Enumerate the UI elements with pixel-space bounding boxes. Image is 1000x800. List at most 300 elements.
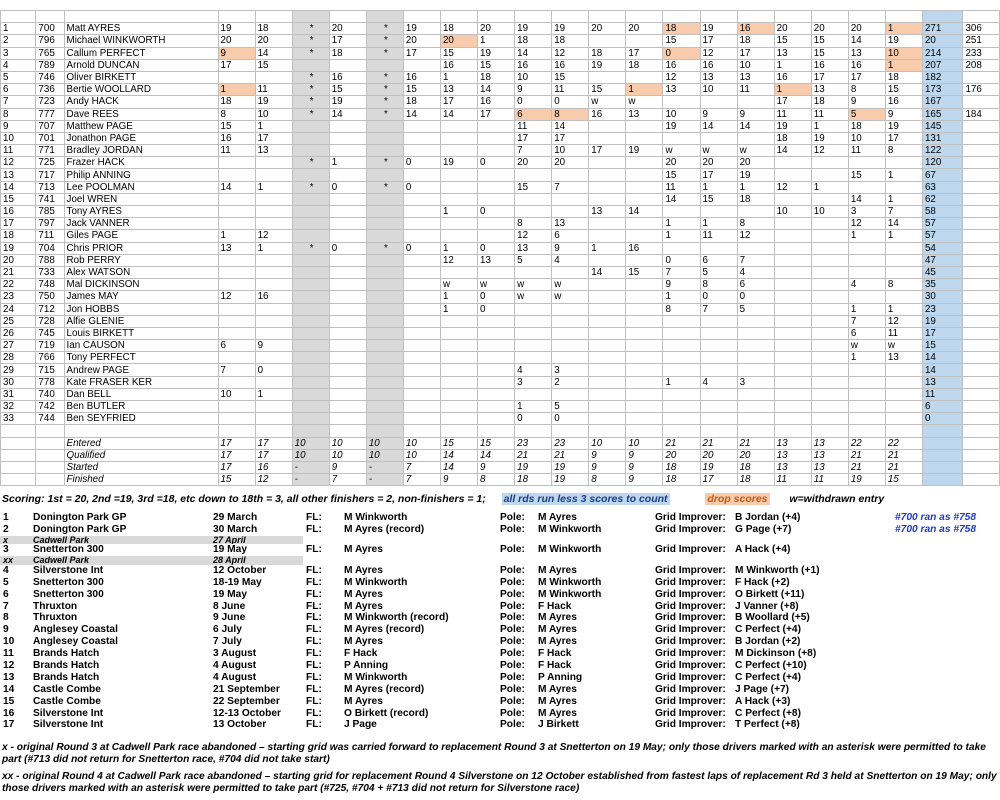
round-score-cell: 12 [848, 218, 885, 230]
round-score-cell: 13 [255, 145, 292, 157]
net-points-cell [922, 461, 963, 473]
round-score-cell [218, 279, 255, 291]
round-score-cell [811, 254, 848, 266]
car-number-cell: 707 [36, 120, 64, 132]
round-score-cell [811, 230, 848, 242]
gross-points-cell [963, 230, 1000, 242]
round-score-cell [811, 413, 848, 425]
position-cell [1, 437, 36, 449]
race-date: 19 May [213, 588, 247, 600]
round-score-cell: 18 [737, 193, 774, 205]
round-score-cell: 1 [885, 59, 922, 71]
round-score-cell [366, 230, 403, 242]
round-score-cell: 21 [700, 437, 737, 449]
position-cell: 22 [1, 279, 36, 291]
round-score-cell: 14 [774, 145, 811, 157]
position-cell: 30 [1, 376, 36, 388]
race-number: xx [0, 556, 30, 565]
round-score-cell [292, 315, 329, 327]
race-date: 22 September [213, 695, 280, 707]
round-score-cell [255, 11, 292, 23]
car-number-cell: 712 [36, 303, 64, 315]
round-score-cell [626, 120, 663, 132]
round-score-cell [663, 352, 700, 364]
round-score-cell [774, 242, 811, 254]
race-row [0, 544, 1000, 556]
gross-points-cell: 233 [963, 47, 1000, 59]
gross-points-cell [963, 120, 1000, 132]
round-score-cell: 18 [329, 47, 366, 59]
net-points-cell: 30 [922, 291, 963, 303]
empty-cell [732, 556, 892, 565]
round-score-cell [366, 376, 403, 388]
round-score-cell [885, 254, 922, 266]
race-note [892, 565, 1000, 577]
round-score-cell [515, 303, 552, 315]
round-score-cell: 19 [589, 59, 626, 71]
round-score-cell: w [700, 145, 737, 157]
round-score-cell [626, 71, 663, 83]
round-score-cell: 21 [885, 449, 922, 461]
position-cell: 26 [1, 327, 36, 339]
round-score-cell [440, 132, 477, 144]
round-score-cell [403, 279, 440, 291]
cancelled-race-row [0, 556, 1000, 565]
race-note [892, 648, 1000, 660]
position-cell: 3 [1, 47, 36, 59]
round-score-cell [366, 145, 403, 157]
net-points-cell: 182 [922, 71, 963, 83]
round-score-cell: 13 [811, 461, 848, 473]
fastest-lap-label: FL: [306, 683, 322, 695]
round-score-cell [885, 364, 922, 376]
race-row [0, 672, 1000, 684]
round-score-cell [589, 413, 626, 425]
net-points-cell: 17 [922, 327, 963, 339]
round-score-cell [329, 218, 366, 230]
race-row [0, 719, 1000, 731]
race-note [892, 600, 1000, 612]
round-score-cell: 14 [848, 193, 885, 205]
gross-points-cell [963, 266, 1000, 278]
round-score-cell [737, 413, 774, 425]
round-score-cell: * [366, 157, 403, 169]
round-score-cell [403, 59, 440, 71]
empty-cell [892, 536, 1000, 545]
round-score-cell: 1 [885, 169, 922, 181]
position-cell: 21 [1, 266, 36, 278]
round-score-cell: - [292, 461, 329, 473]
round-score-cell [440, 230, 477, 242]
gross-points-cell [963, 71, 1000, 83]
fastest-lap-label: FL: [306, 612, 322, 624]
round-score-cell: 18 [663, 461, 700, 473]
round-score-cell [737, 96, 774, 108]
round-score-cell [478, 266, 515, 278]
round-score-cell [848, 364, 885, 376]
car-number-cell: 744 [36, 413, 64, 425]
position-cell: 10 [1, 132, 36, 144]
round-score-cell [626, 35, 663, 47]
round-score-cell: 1 [811, 181, 848, 193]
round-score-cell: 1 [329, 157, 366, 169]
round-score-cell [329, 169, 366, 181]
round-score-cell: 0 [700, 291, 737, 303]
race-venue: Cadwell Park [30, 556, 210, 565]
round-score-cell: 20 [478, 23, 515, 35]
round-score-cell [292, 132, 329, 144]
round-score-cell [403, 120, 440, 132]
fastest-lap-label: FL: [306, 512, 322, 524]
round-score-cell: 16 [218, 132, 255, 144]
standings-row [1, 35, 1000, 47]
round-score-cell: * [366, 181, 403, 193]
standings-row [1, 291, 1000, 303]
round-score-cell [440, 193, 477, 205]
round-score-cell [663, 132, 700, 144]
round-score-cell [811, 157, 848, 169]
pole-label: Pole: [500, 512, 525, 524]
round-score-cell [329, 254, 366, 266]
round-score-cell: 7 [218, 364, 255, 376]
position-cell [1, 449, 36, 461]
round-score-cell: 12 [255, 474, 292, 486]
round-score-cell [478, 425, 515, 437]
round-score-cell: w [848, 340, 885, 352]
race-note [892, 636, 1000, 648]
round-score-cell: 20 [329, 23, 366, 35]
race-note [892, 660, 1000, 672]
round-score-cell [478, 193, 515, 205]
round-score-cell [218, 218, 255, 230]
round-score-cell [478, 352, 515, 364]
grid-improver-driver: B Jordan (+4) [735, 512, 801, 524]
round-score-cell [774, 425, 811, 437]
race-number: x [0, 536, 30, 545]
round-score-cell: 17 [255, 132, 292, 144]
car-number-cell [36, 425, 64, 437]
round-score-cell: 0 [478, 206, 515, 218]
round-score-cell: 3 [848, 206, 885, 218]
round-score-cell: 1 [848, 352, 885, 364]
round-score-cell [403, 388, 440, 400]
standings-row [1, 315, 1000, 327]
position-cell: 28 [1, 352, 36, 364]
driver-name-cell [64, 11, 218, 23]
round-score-cell: - [366, 474, 403, 486]
round-score-cell [292, 327, 329, 339]
grid-improver-label: Grid Improver: [655, 524, 726, 536]
driver-name-cell: Tony AYRES [64, 206, 218, 218]
round-score-cell [403, 413, 440, 425]
round-score-cell [440, 425, 477, 437]
round-score-cell: 15 [329, 84, 366, 96]
pole-label: Pole: [500, 524, 525, 536]
net-points-cell [922, 11, 963, 23]
round-score-cell: w [515, 291, 552, 303]
race-number: 6 [3, 588, 9, 600]
car-number-cell [36, 461, 64, 473]
round-score-cell [626, 11, 663, 23]
round-score-cell [366, 169, 403, 181]
race-number: 11 [3, 648, 14, 660]
round-score-cell [811, 303, 848, 315]
round-score-cell: 18 [515, 474, 552, 486]
fastest-lap-driver: M Ayres [344, 600, 383, 612]
round-score-cell [700, 388, 737, 400]
position-cell: 27 [1, 340, 36, 352]
round-score-cell [589, 157, 626, 169]
round-score-cell: 16 [885, 96, 922, 108]
round-score-cell: 13 [774, 449, 811, 461]
round-score-cell: 15 [885, 474, 922, 486]
round-score-cell [811, 425, 848, 437]
round-score-cell: 13 [774, 437, 811, 449]
round-score-cell [589, 291, 626, 303]
round-score-cell: * [292, 108, 329, 120]
pole-label: Pole: [500, 719, 525, 731]
round-score-cell [478, 315, 515, 327]
round-score-cell [218, 206, 255, 218]
round-score-cell: 19 [478, 47, 515, 59]
round-score-cell [329, 266, 366, 278]
standings-row [1, 193, 1000, 205]
grid-improver-label: Grid Improver: [655, 612, 726, 624]
car-number-cell: 797 [36, 218, 64, 230]
grid-improver-driver: J Vanner (+8) [735, 600, 799, 612]
stats-row [1, 461, 1000, 473]
round-score-cell [403, 206, 440, 218]
standings-row [1, 181, 1000, 193]
round-score-cell: 0 [663, 47, 700, 59]
round-score-cell [440, 315, 477, 327]
round-score-cell [811, 193, 848, 205]
round-score-cell: 20 [626, 23, 663, 35]
round-score-cell: 0 [552, 96, 589, 108]
round-score-cell [589, 35, 626, 47]
footnote-x: x - original Round 3 at Cadwell Park race abandoned – starting grid was carried forward to replacement Round 3 at Snetterton on 19 May; only those drivers marked with an asterisk were permitted to take part (#713 did not return for Snetterton race, #704 did not take start) [2, 742, 986, 765]
round-score-cell: 17 [255, 437, 292, 449]
round-score-cell: 1 [515, 401, 552, 413]
round-score-cell [700, 364, 737, 376]
round-score-cell [366, 401, 403, 413]
round-score-cell [737, 401, 774, 413]
round-score-cell: 5 [515, 254, 552, 266]
fastest-lap-driver: M Winkworth (record) [344, 612, 449, 624]
round-score-cell [626, 230, 663, 242]
round-score-cell [292, 169, 329, 181]
car-number-cell: 746 [36, 71, 64, 83]
round-score-cell [700, 11, 737, 23]
round-score-cell [885, 425, 922, 437]
round-score-cell [255, 376, 292, 388]
round-score-cell: 16 [255, 291, 292, 303]
gross-points-cell [963, 157, 1000, 169]
round-score-cell [403, 193, 440, 205]
round-score-cell [811, 242, 848, 254]
net-points-cell: 47 [922, 254, 963, 266]
driver-name-cell: Matthew PAGE [64, 120, 218, 132]
grid-improver-driver: B Woollard (+5) [735, 612, 810, 624]
round-score-cell: 15 [255, 59, 292, 71]
net-points-cell: 63 [922, 181, 963, 193]
round-score-cell [366, 327, 403, 339]
round-score-cell: 1 [440, 206, 477, 218]
race-number: 1 [3, 512, 9, 524]
round-score-cell: 10 [403, 437, 440, 449]
pole-label: Pole: [500, 588, 525, 600]
round-score-cell: 1 [774, 84, 811, 96]
grid-improver-driver: M Winkworth (+1) [735, 564, 820, 576]
round-score-cell: 6 [737, 279, 774, 291]
car-number-cell: 785 [36, 206, 64, 218]
pole-driver: M Winkworth [538, 524, 602, 536]
pole-driver: J Birkett [538, 719, 579, 731]
round-score-cell: 20 [255, 35, 292, 47]
round-score-cell: 16 [774, 71, 811, 83]
race-number: 12 [3, 659, 15, 671]
race-note [892, 719, 1000, 731]
pole-driver: P Anning [538, 671, 583, 683]
round-score-cell [589, 425, 626, 437]
round-score-cell [589, 11, 626, 23]
race-date: 6 July [213, 624, 242, 636]
round-score-cell [552, 193, 589, 205]
round-score-cell [292, 388, 329, 400]
empty-cell [732, 536, 892, 545]
grid-improver-driver: T Perfect (+8) [735, 719, 800, 731]
round-score-cell [589, 279, 626, 291]
round-score-cell: * [366, 242, 403, 254]
round-score-cell [478, 218, 515, 230]
round-score-cell [811, 218, 848, 230]
round-score-cell [626, 181, 663, 193]
round-score-cell: 16 [700, 59, 737, 71]
round-score-cell [848, 266, 885, 278]
net-points-cell: 131 [922, 132, 963, 144]
round-score-cell [440, 120, 477, 132]
pole-driver: M Ayres [538, 695, 577, 707]
grid-improver-label: Grid Improver: [655, 707, 726, 719]
race-date: 12-13 October [213, 707, 281, 719]
round-score-cell: 15 [663, 35, 700, 47]
net-points-cell: 6 [922, 401, 963, 413]
race-venue: Anglesey Coastal [33, 636, 118, 648]
race-note: #700 ran as #758 [895, 512, 977, 524]
round-score-cell: 13 [515, 242, 552, 254]
round-score-cell [329, 315, 366, 327]
position-cell: 18 [1, 230, 36, 242]
round-score-cell: 21 [515, 449, 552, 461]
round-score-cell: 3 [737, 376, 774, 388]
round-score-cell [292, 425, 329, 437]
round-score-cell: 11 [885, 327, 922, 339]
round-score-cell [403, 132, 440, 144]
round-score-cell: 17 [737, 47, 774, 59]
round-score-cell [478, 11, 515, 23]
round-score-cell: w [515, 279, 552, 291]
grid-improver-label: Grid Improver: [655, 576, 726, 588]
round-score-cell [589, 340, 626, 352]
race-details-table [0, 512, 1000, 731]
round-score-cell: 18 [737, 474, 774, 486]
round-score-cell: 18 [255, 23, 292, 35]
round-score-cell [626, 315, 663, 327]
round-score-cell: 19 [737, 169, 774, 181]
race-row [0, 695, 1000, 707]
round-score-cell [885, 242, 922, 254]
round-score-cell [403, 291, 440, 303]
race-venue: Donington Park GP [33, 524, 127, 536]
count-rule-legend: all rds run less 3 scores to count [503, 493, 668, 505]
round-score-cell: 4 [700, 376, 737, 388]
gross-points-cell [963, 474, 1000, 486]
race-number: 16 [3, 707, 15, 719]
standings-row [1, 157, 1000, 169]
round-score-cell [292, 11, 329, 23]
round-score-cell [700, 401, 737, 413]
round-score-cell: 4 [515, 364, 552, 376]
round-score-cell: 13 [811, 437, 848, 449]
position-cell: 32 [1, 401, 36, 413]
position-cell [1, 474, 36, 486]
pole-label: Pole: [500, 671, 525, 683]
round-score-cell: 19 [552, 461, 589, 473]
round-score-cell: 16 [440, 59, 477, 71]
pole-driver: F Hack [538, 648, 572, 660]
round-score-cell: 18 [440, 23, 477, 35]
round-score-cell: 16 [403, 71, 440, 83]
round-score-cell: 1 [885, 193, 922, 205]
round-score-cell [700, 315, 737, 327]
net-points-cell: 207 [922, 59, 963, 71]
round-score-cell [366, 120, 403, 132]
round-score-cell: 15 [663, 169, 700, 181]
round-score-cell: 12 [700, 47, 737, 59]
round-score-cell [589, 181, 626, 193]
race-date: 4 August [213, 671, 257, 683]
position-cell: 8 [1, 108, 36, 120]
car-number-cell [36, 474, 64, 486]
round-score-cell [774, 401, 811, 413]
fastest-lap-label: FL: [306, 671, 322, 683]
round-score-cell [478, 401, 515, 413]
driver-name-cell: Ben SEYFRIED [64, 413, 218, 425]
round-score-cell [329, 132, 366, 144]
net-points-cell: 173 [922, 84, 963, 96]
footnote-xx: xx - original Round 4 at Cadwell Park race abandoned – starting grid for replacement Round 4 Silverstone on 12 October established from fastest laps of replacement Rd 3 held at Snetterton on 19 May; only those drivers marked with an asterisk were permitted to take part (#725, #704 + #713 did not return for Silverstone race) [2, 771, 997, 794]
round-score-cell [811, 401, 848, 413]
round-score-cell: 19 [885, 35, 922, 47]
round-score-cell: 5 [737, 303, 774, 315]
gross-points-cell [963, 376, 1000, 388]
round-score-cell: w [552, 279, 589, 291]
round-score-cell: 17 [218, 461, 255, 473]
race-date: 7 July [213, 636, 242, 648]
round-score-cell: 12 [811, 145, 848, 157]
standings-row [1, 303, 1000, 315]
race-date: 28 April [210, 556, 303, 565]
round-score-cell [774, 327, 811, 339]
round-score-cell: * [366, 108, 403, 120]
car-number-cell: 717 [36, 169, 64, 181]
round-score-cell [366, 59, 403, 71]
round-score-cell: 1 [255, 388, 292, 400]
round-score-cell [403, 254, 440, 266]
pole-driver: M Ayres [538, 683, 577, 695]
round-score-cell [478, 181, 515, 193]
round-score-cell: 13 [478, 254, 515, 266]
